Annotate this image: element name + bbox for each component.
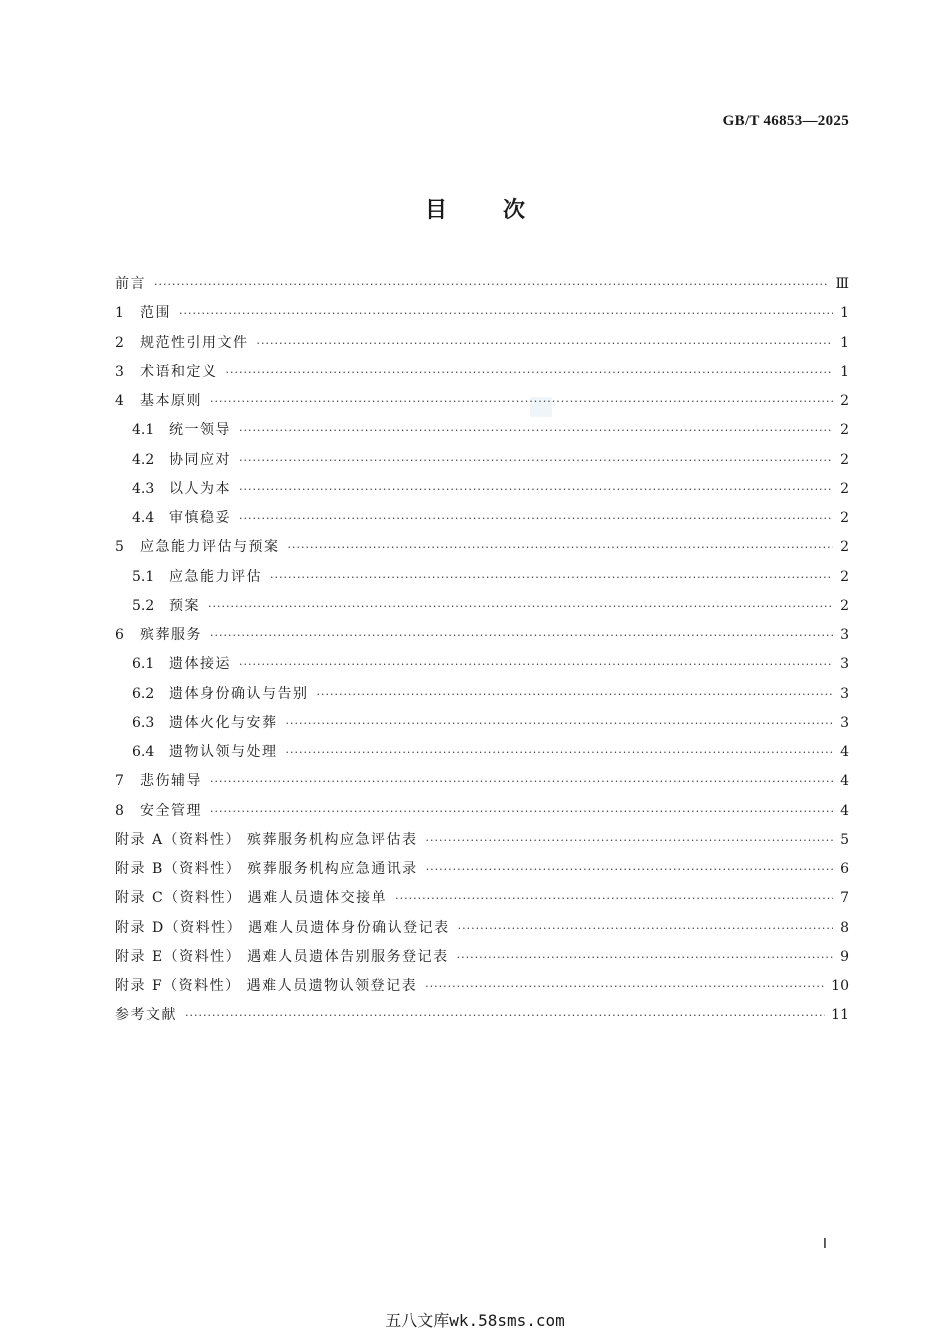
toc-entry[interactable] (115, 709, 849, 738)
toc-entry[interactable] (115, 533, 849, 562)
toc-leader-dots (239, 475, 833, 504)
toc-leader-dots (457, 943, 833, 972)
toc-entry[interactable] (115, 270, 849, 299)
toc-entry-number: 6.4 (132, 744, 155, 760)
toc-entry-label: 附录 D（资料性） 遇难人员遗体身份确认登记表 (115, 919, 450, 936)
toc-entry-number: 6.3 (132, 714, 155, 731)
toc-entry-number: 4.2 (132, 451, 155, 468)
toc-entry-page: 1 (840, 305, 849, 322)
toc-entry-label: 前言 (115, 276, 146, 292)
toc-entry[interactable] (115, 592, 849, 621)
toc-title: 目次 (424, 198, 581, 223)
toc-leader-dots (210, 387, 833, 416)
toc-leader-dots (395, 884, 833, 913)
toc-entry-label: 审慎稳妥 (169, 510, 231, 526)
toc-entry-number: 6.2 (132, 685, 155, 702)
toc-entry-page: 1 (840, 334, 849, 351)
toc-entry-number: 4 (115, 393, 124, 409)
toc-entry[interactable] (115, 446, 849, 475)
toc-entry-label: 遗物认领与处理 (169, 744, 278, 760)
toc-entry-page: 4 (840, 802, 849, 819)
toc-leader-dots (208, 592, 833, 621)
toc-entry-number: 5.1 (132, 568, 155, 585)
toc-entry[interactable] (115, 826, 849, 855)
toc-entry[interactable] (115, 914, 849, 943)
toc-entry-number: 8 (115, 802, 124, 819)
toc-entry-label: 附录 A（资料性） 殡葬服务机构应急评估表 (115, 831, 418, 848)
table-of-contents (115, 270, 849, 1031)
toc-entry-label: 规范性引用文件 (140, 334, 249, 351)
toc-entry-label: 殡葬服务 (140, 627, 202, 643)
toc-entry[interactable] (115, 738, 849, 767)
toc-entry-label: 以人为本 (169, 480, 231, 497)
toc-leader-dots (239, 650, 833, 679)
toc-entry-page: 3 (840, 627, 849, 643)
toc-entry[interactable] (115, 504, 849, 533)
toc-entry[interactable] (115, 416, 849, 445)
toc-entry-number: 6.1 (132, 656, 155, 673)
toc-entry-page: 11 (831, 1007, 849, 1024)
toc-leader-dots (179, 299, 833, 328)
toc-entry-number: 4.1 (132, 422, 155, 439)
toc-leader-dots (458, 914, 833, 943)
toc-entry[interactable] (115, 1001, 849, 1030)
toc-entry-label: 参考文献 (115, 1007, 177, 1024)
toc-leader-dots (210, 797, 833, 826)
toc-entry-label: 遗体火化与安葬 (169, 714, 278, 731)
toc-leader-dots (317, 680, 834, 709)
toc-entry-number: 2 (115, 334, 124, 351)
toc-leader-dots (154, 270, 829, 299)
toc-entry-page: 2 (840, 510, 849, 526)
toc-entry-page: 2 (840, 422, 849, 439)
toc-leader-dots (257, 329, 834, 358)
toc-entry[interactable] (115, 650, 849, 679)
toc-entry-page: 2 (840, 451, 849, 468)
toc-leader-dots (239, 416, 833, 445)
toc-entry-page: 9 (840, 948, 849, 965)
toc-entry-label: 范围 (140, 305, 171, 322)
toc-entry-page: 6 (840, 861, 849, 877)
toc-entry-number: 4.3 (132, 480, 155, 497)
toc-entry-label: 附录 E（资料性） 遇难人员遗体告别服务登记表 (115, 948, 449, 965)
toc-entry-page: 2 (840, 597, 849, 614)
toc-entry[interactable] (115, 299, 849, 328)
toc-entry-label: 悲伤辅导 (140, 773, 202, 790)
toc-entry-page: 2 (840, 539, 849, 556)
toc-leader-dots (270, 563, 833, 592)
toc-entry-label: 附录 C（资料性） 遇难人员遗体交接单 (115, 890, 388, 907)
toc-entry[interactable] (115, 329, 849, 358)
toc-entry-label: 遗体身份确认与告别 (169, 685, 309, 702)
toc-entry-label: 基本原则 (140, 393, 202, 409)
toc-entry-label: 应急能力评估 (169, 568, 262, 585)
toc-entry[interactable] (115, 621, 849, 650)
toc-entry-number: 5 (115, 539, 124, 556)
toc-leader-dots (239, 504, 833, 533)
standard-number: GB/T 46853—2025 (722, 113, 849, 129)
toc-leader-dots (210, 767, 833, 796)
toc-entry-number: 5.2 (132, 597, 155, 614)
toc-entry-page: 8 (840, 919, 849, 936)
toc-entry[interactable] (115, 884, 849, 913)
toc-entry-label: 附录 F（资料性） 遇难人员遗物认领登记表 (115, 978, 418, 994)
toc-leader-dots (286, 738, 834, 767)
toc-entry-page: 4 (840, 773, 849, 790)
toc-leader-dots (185, 1001, 825, 1030)
toc-entry-page: 4 (840, 744, 849, 760)
toc-entry[interactable] (115, 797, 849, 826)
toc-entry-label: 安全管理 (140, 802, 202, 819)
toc-entry-page: 1 (840, 363, 849, 380)
toc-leader-dots (226, 358, 834, 387)
toc-entry-label: 协同应对 (169, 451, 231, 468)
toc-entry-label: 应急能力评估与预案 (140, 539, 280, 556)
page-number: Ⅰ (822, 1237, 827, 1252)
toc-leader-dots (426, 855, 833, 884)
toc-leader-dots (286, 709, 834, 738)
toc-entry-page: 3 (840, 714, 849, 731)
toc-entry-page: 3 (840, 656, 849, 673)
toc-entry[interactable] (115, 358, 849, 387)
toc-entry-label: 预案 (169, 597, 200, 614)
toc-entry-label: 术语和定义 (140, 363, 218, 380)
toc-entry-number: 6 (115, 627, 124, 643)
toc-entry-number: 3 (115, 363, 124, 380)
toc-entry[interactable] (115, 767, 849, 796)
toc-entry-page: Ⅲ (835, 276, 849, 292)
toc-leader-dots (239, 446, 833, 475)
toc-entry-number: 1 (115, 305, 124, 322)
toc-entry-page: 2 (840, 568, 849, 585)
toc-entry[interactable] (115, 475, 849, 504)
toc-entry-label: 遗体接运 (169, 656, 231, 673)
toc-entry-page: 5 (840, 831, 849, 848)
toc-entry-label: 统一领导 (169, 422, 231, 439)
toc-entry-page: 10 (831, 978, 849, 994)
toc-leader-dots (425, 972, 825, 1001)
toc-entry[interactable] (115, 563, 849, 592)
toc-entry[interactable] (115, 943, 849, 972)
toc-entry-page: 7 (840, 890, 849, 907)
toc-entry-page: 2 (840, 393, 849, 409)
toc-entry-number: 7 (115, 773, 124, 790)
toc-entry[interactable] (115, 855, 849, 884)
toc-entry[interactable] (115, 680, 849, 709)
toc-leader-dots (210, 621, 833, 650)
toc-entry-page: 3 (840, 685, 849, 702)
site-footer: 五八文库wk.58sms.com (385, 1311, 565, 1330)
toc-leader-dots (288, 533, 834, 562)
toc-entry-number: 4.4 (132, 510, 155, 526)
toc-leader-dots (426, 826, 833, 855)
toc-entry[interactable] (115, 387, 849, 416)
toc-entry-label: 附录 B（资料性） 殡葬服务机构应急通讯录 (115, 861, 418, 877)
toc-entry-page: 2 (840, 480, 849, 497)
toc-entry[interactable] (115, 972, 849, 1001)
